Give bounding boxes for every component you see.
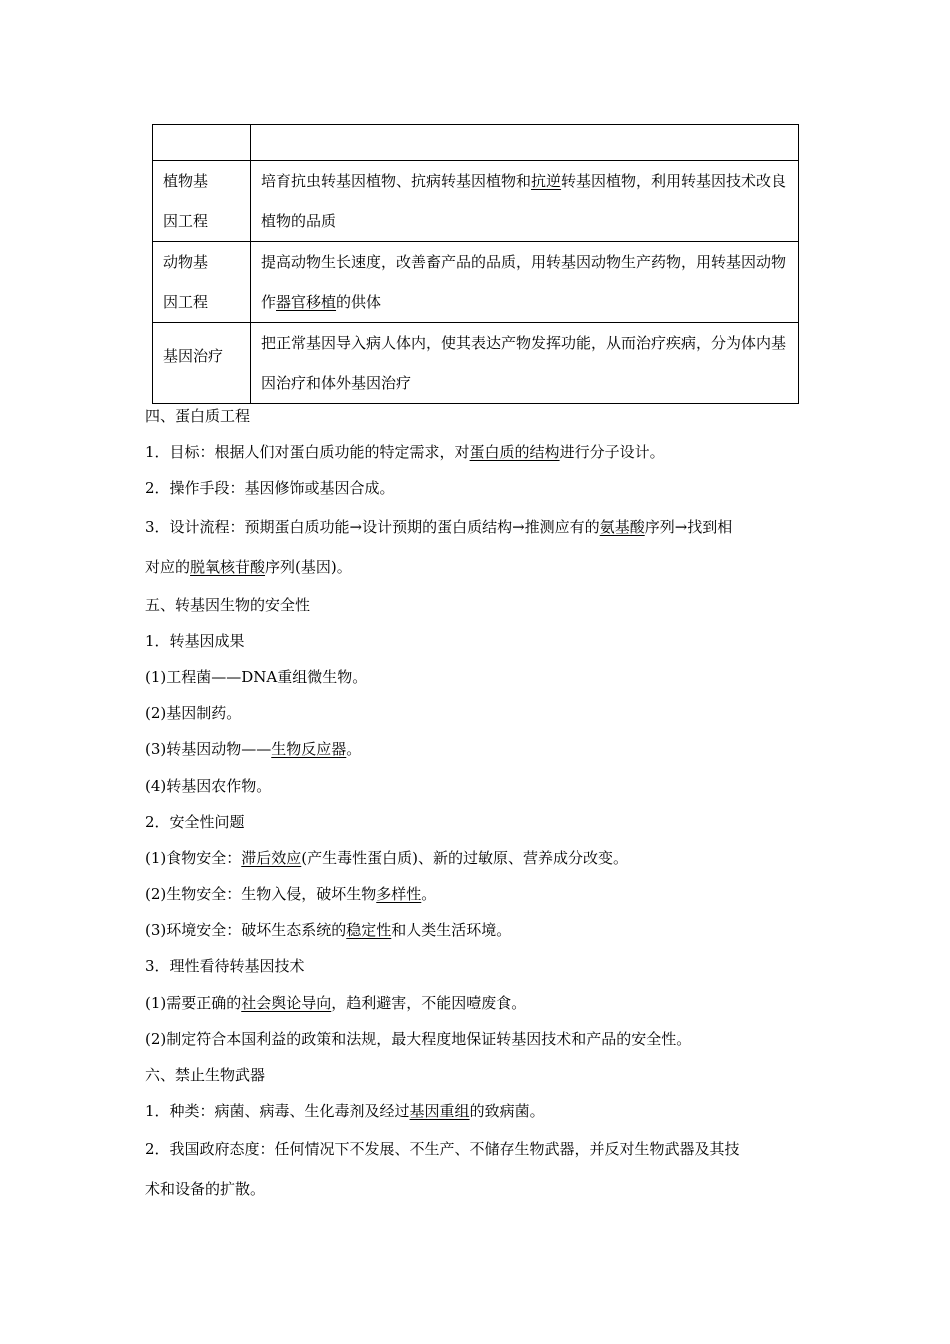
text-segment: 2．操作手段：基因修饰或基因合成。 bbox=[145, 479, 395, 498]
text-segment: 术和设备的扩散。 bbox=[145, 1180, 266, 1199]
text-segment: 2．安全性问题 bbox=[145, 812, 245, 831]
table-cell-description bbox=[251, 323, 799, 404]
text-segment: (2)基因制药。 bbox=[145, 704, 242, 723]
underlined-key-term: 多样性 bbox=[376, 885, 422, 904]
text-segment: (1)工程菌——DNA重组微生物。 bbox=[145, 667, 368, 686]
text-segment: (产生毒性蛋白质)、新的过敏原、营养成分改变。 bbox=[301, 848, 628, 867]
table-cell-category bbox=[153, 242, 251, 323]
document-body bbox=[145, 398, 810, 1209]
text-line bbox=[145, 985, 810, 1021]
text-segment: 3．理性看待转基因技术 bbox=[145, 957, 305, 976]
category-line: 基因治疗 bbox=[163, 347, 224, 365]
text-line bbox=[145, 840, 810, 876]
text-segment: 。 bbox=[421, 885, 437, 904]
underlined-key-term: 氨基酸 bbox=[599, 517, 645, 536]
table-cell-description bbox=[251, 242, 799, 323]
text-line bbox=[145, 587, 810, 623]
underlined-key-term: 滞后效应 bbox=[241, 848, 302, 867]
text-segment: 的致病菌。 bbox=[469, 1102, 545, 1121]
text-line bbox=[145, 804, 810, 840]
text-segment: 进行分子设计。 bbox=[559, 443, 665, 462]
table-cell-description bbox=[251, 161, 799, 242]
table-cell-category bbox=[153, 161, 251, 242]
text-segment: 1．转基因成果 bbox=[145, 631, 245, 650]
table-cell-category bbox=[153, 323, 251, 404]
text-line bbox=[145, 731, 810, 767]
text-line bbox=[145, 659, 810, 695]
text-segment: (1)食物安全： bbox=[145, 848, 242, 867]
text-segment: (1)需要正确的 bbox=[145, 993, 242, 1012]
table-cell-category bbox=[153, 125, 251, 161]
text-line bbox=[145, 1057, 810, 1093]
table-row bbox=[153, 161, 799, 242]
text-segment: (3)环境安全：破坏生态系统的 bbox=[145, 921, 347, 940]
text-segment: 序列→找到相 bbox=[644, 517, 733, 536]
text-line bbox=[145, 1021, 810, 1057]
underlined-key-term: 生物反应器 bbox=[271, 740, 347, 759]
table-row bbox=[153, 125, 799, 161]
text-segment: 五、转基因生物的安全性 bbox=[145, 595, 311, 614]
text-segment: 把正常基因导入病人体内，使其表达产物发挥功能，从而治疗疾病，分为体内基因治疗和体外基因治疗 bbox=[261, 334, 787, 392]
text-segment: 对应的 bbox=[145, 557, 191, 576]
text-line bbox=[145, 548, 810, 587]
text-line bbox=[145, 398, 810, 434]
underlined-key-term: 社会舆论导向 bbox=[241, 993, 332, 1012]
text-line bbox=[145, 434, 810, 470]
text-segment: 1．目标：根据人们对蛋白质功能的特定需求，对 bbox=[145, 443, 470, 462]
applications-table bbox=[152, 124, 799, 404]
text-line bbox=[145, 768, 810, 804]
table-row bbox=[153, 242, 799, 323]
table-cell-description bbox=[251, 125, 799, 161]
category-line: 动物基 bbox=[163, 253, 209, 271]
text-segment: 培育抗虫转基因植物、抗病转基因植物和 bbox=[261, 172, 532, 190]
text-line bbox=[145, 1170, 810, 1209]
text-line bbox=[145, 912, 810, 948]
category-line: 因工程 bbox=[163, 293, 209, 311]
table-row bbox=[153, 323, 799, 404]
text-segment: 1．种类：病菌、病毒、生化毒剂及经过 bbox=[145, 1102, 410, 1121]
underlined-key-term: 稳定性 bbox=[346, 921, 392, 940]
category-line: 因工程 bbox=[163, 212, 209, 230]
text-line bbox=[145, 1129, 810, 1170]
text-segment: 。 bbox=[346, 740, 362, 759]
underlined-key-term: 基因重组 bbox=[409, 1102, 470, 1121]
text-segment: 和人类生活环境。 bbox=[391, 921, 512, 940]
text-segment: ，趋利避害，不能因噎废食。 bbox=[331, 993, 527, 1012]
category-line: 植物基 bbox=[163, 172, 209, 190]
text-segment: 提高动物生长速度，改善畜产品的品质，用转基因动物生产药物，用转基因动物作 bbox=[261, 253, 787, 311]
underlined-key-term: 器官移植 bbox=[276, 293, 337, 311]
underlined-key-term: 蛋白质的结构 bbox=[469, 443, 560, 462]
text-segment: 3．设计流程：预期蛋白质功能→设计预期的蛋白质结构→推测应有的 bbox=[145, 517, 600, 536]
text-line bbox=[145, 695, 810, 731]
text-segment: 的供体 bbox=[336, 293, 382, 311]
text-segment: 2．我国政府态度：任何情况下不发展、不生产、不储存生物武器，并反对生物武器及其技 bbox=[145, 1140, 740, 1159]
text-segment: 六、禁止生物武器 bbox=[145, 1066, 266, 1084]
text-line bbox=[145, 948, 810, 984]
text-line bbox=[145, 470, 810, 506]
text-segment: (2)制定符合本国利益的政策和法规，最大程度地保证转基因技术和产品的安全性。 bbox=[145, 1029, 692, 1048]
text-segment: (4)转基因农作物。 bbox=[145, 776, 272, 795]
underlined-key-term: 抗逆 bbox=[531, 172, 562, 190]
text-line bbox=[145, 876, 810, 912]
text-line bbox=[145, 1093, 810, 1129]
text-segment: 转基因植物，利用转基因技术改良植物的品质 bbox=[261, 172, 787, 230]
text-segment: (3)转基因动物—— bbox=[145, 740, 272, 759]
text-segment: 四、蛋白质工程 bbox=[145, 407, 251, 425]
text-line bbox=[145, 507, 810, 548]
underlined-key-term: 脱氧核苷酸 bbox=[190, 557, 266, 576]
text-segment: 序列(基因)。 bbox=[265, 557, 352, 576]
text-segment: (2)生物安全：生物入侵，破坏生物 bbox=[145, 885, 377, 904]
text-line bbox=[145, 623, 810, 659]
